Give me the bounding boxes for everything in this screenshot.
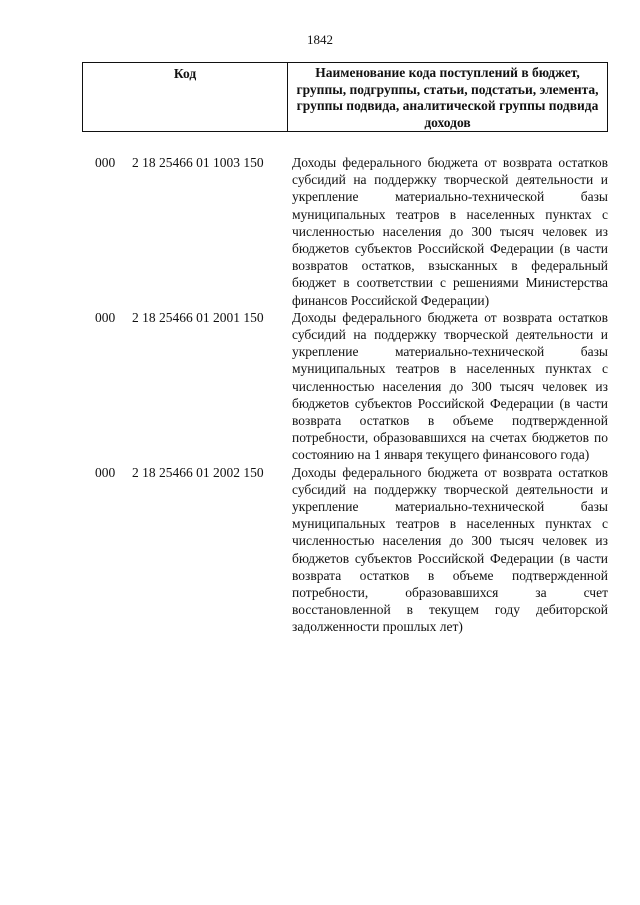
table-row [95,464,608,636]
page-number: 1842 [307,32,333,47]
income-description: Доходы федерального бюджета от возврата остатков субсидий на поддержку творческой деятельности и укрепление материально-технической базы муниципальных театров в населенных пунктах с численностью населения до 300 тысяч человек из бюджетов субъектов Российской Федерации (в части возвратов остатков, взысканных в федеральный бюджет в соответствии с решениями Министерства финансов Российской Федерации) [292,155,608,308]
table-body [95,154,608,636]
income-code: 2 18 25466 01 1003 150 [132,155,264,170]
admin-code: 000 [95,309,116,325]
income-code: 2 18 25466 01 2002 150 [132,464,264,480]
table-header [82,62,608,132]
table-row [95,309,608,464]
table-row [95,154,608,309]
admin-code: 000 [95,464,116,480]
header-code-label: Код [83,63,288,131]
admin-code: 000 [95,155,116,170]
header-name-label: Наименование кода поступлений в бюджет, группы, подгруппы, статьи, подстатьи, элемента, группы подвида, аналитической группы подвида доходов [296,65,599,130]
income-description: Доходы федерального бюджета от возврата остатков субсидий на поддержку творческой деятельности и укрепление материально-технической базы муниципальных театров в населенных пунктах с численностью населения до 300 тысяч человек из бюджетов субъектов Российской Федерации (в части возврата остатков в объеме подтвержденной потребности, образовавшихся за счет восстановленной в текущем году дебиторской задолженности прошлых лет) [292,464,608,635]
income-code: 2 18 25466 01 2001 150 [132,309,264,325]
income-description: Доходы федерального бюджета от возврата остатков субсидий на поддержку творческой деятельности и укрепление материально-технической базы муниципальных театров в населенных пунктах с численностью населения до 300 тысяч человек из бюджетов субъектов Российской Федерации (в части возврата остатков в объеме подтвержденной потребности, образовавшихся на счетах бюджетов по состоянию на 1 января текущего финансового года) [292,309,608,463]
